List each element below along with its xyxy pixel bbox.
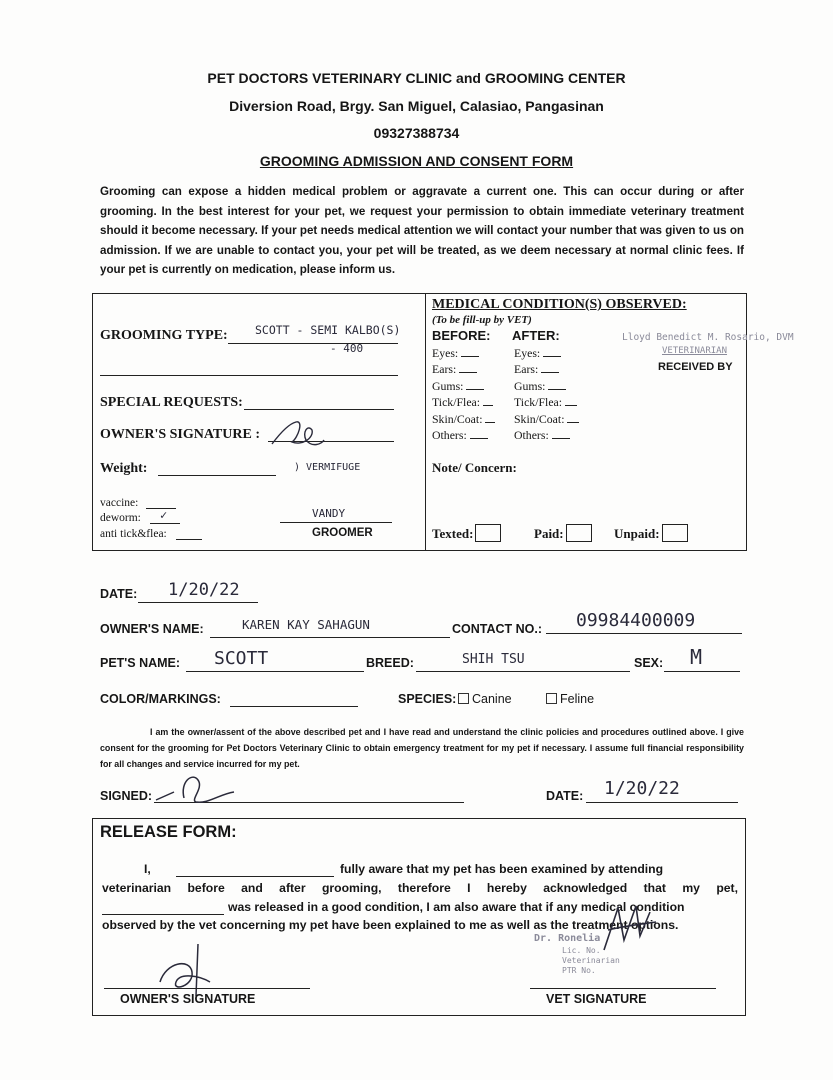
after-eyes: Eyes: xyxy=(514,345,579,361)
paid-checkbox[interactable]: Paid: xyxy=(534,524,592,542)
pet-name-label: PET'S NAME: xyxy=(100,656,181,670)
release-line1-start: I, xyxy=(144,862,151,876)
release-stamp-lines: Lic. No. Veterinarian PTR No. xyxy=(562,946,620,975)
vet-stamp-name: Lloyd Benedict M. Rosario, DVM xyxy=(622,332,794,343)
vet-stamp-title: VETERINARIAN xyxy=(662,346,728,356)
signed-scribble xyxy=(150,770,250,810)
before-items xyxy=(432,345,495,443)
after-tick: Tick/Flea: xyxy=(514,394,579,410)
sex-label: SEX: xyxy=(634,656,664,670)
groomer-label: GROOMER xyxy=(312,527,373,539)
special-requests-line[interactable] xyxy=(244,409,394,410)
note-concern-label: Note/ Concern: xyxy=(432,460,517,475)
after-ears: Ears: xyxy=(514,361,579,377)
consent-date-line xyxy=(586,802,738,803)
after-others: Others: xyxy=(514,427,579,443)
before-others: Others: xyxy=(432,427,495,443)
deworm-line[interactable] xyxy=(150,523,180,524)
date-label: DATE: xyxy=(100,587,138,601)
texted-checkbox[interactable]: Texted: xyxy=(432,524,501,542)
release-vet-signature-label: VET SIGNATURE xyxy=(546,992,647,1006)
date-line xyxy=(138,602,258,603)
owner-name-label: OWNER'S NAME: xyxy=(100,622,204,636)
vaccine-label: vaccine: xyxy=(100,497,139,509)
color-markings-line[interactable] xyxy=(230,706,358,707)
after-label: AFTER: xyxy=(512,328,560,343)
release-line4: observed by the vet concerning my pet have been explained to me as well as the treatment options. xyxy=(102,918,679,932)
consent-text: I am the owner/assent of the above described pet and I have read and understand the clinic policies and procedures outlined above. I give consent for the grooming for Pet Doctors Veterinary Clinic to obtain emergency treatment for my pet if necessary. I assume full financial responsibility for all changes and service incurred for my pet. xyxy=(100,727,744,769)
species-feline[interactable]: Feline xyxy=(546,692,594,706)
grooming-type-label: GROOMING TYPE: xyxy=(100,328,228,343)
before-skin: Skin/Coat: xyxy=(432,411,495,427)
sex-value[interactable]: M xyxy=(690,645,703,669)
before-eyes: Eyes: xyxy=(432,345,495,361)
owner-name-value[interactable]: KAREN KAY SAHAGUN xyxy=(242,617,370,632)
breed-label: BREED: xyxy=(366,656,414,670)
vet-signature-scribble xyxy=(598,900,662,960)
contact-line xyxy=(546,633,742,634)
breed-line xyxy=(416,671,630,672)
pet-name-line xyxy=(186,671,364,672)
form-title: GROOMING ADMISSION AND CONSENT FORM xyxy=(259,153,574,169)
grooming-type-value[interactable]: SCOTT - SEMI KALBO(S) xyxy=(255,323,401,337)
color-markings-label: COLOR/MARKINGS: xyxy=(100,692,221,706)
after-skin: Skin/Coat: xyxy=(514,411,579,427)
intro-paragraph: Grooming can expose a hidden medical problem or aggravate a current one. This can occur during or after grooming. In the best interest for your pet, we request your permission to obtain immediate veterinary treatment should it become necessary. If your pet needs medical attention we will contact your number that was given to us on admission. If we are unable to contact you, your pet will be treated, as we deem necessary at normal clinic fees. If your pet is currently on medication, please inform us. xyxy=(100,185,744,277)
release-pet-line[interactable] xyxy=(102,914,224,915)
release-owner-signature-label: OWNER'S SIGNATURE xyxy=(120,992,256,1006)
after-gums: Gums: xyxy=(514,378,579,394)
contact-label: CONTACT NO.: xyxy=(452,622,543,636)
canine-checkbox-icon[interactable] xyxy=(458,693,469,704)
anti-tick-label: anti tick&flea: xyxy=(100,528,167,540)
sex-line xyxy=(664,671,740,672)
feline-checkbox-icon[interactable] xyxy=(546,693,557,704)
contact-value[interactable]: 09984400009 xyxy=(576,610,696,631)
special-requests-label: SPECIAL REQUESTS: xyxy=(100,395,243,410)
owner-signature-scribble xyxy=(268,416,328,452)
grooming-type-line xyxy=(228,343,398,344)
consent-date-value[interactable]: 1/20/22 xyxy=(604,778,680,799)
groomer-name[interactable]: VANDY xyxy=(312,507,346,520)
after-items xyxy=(514,345,579,443)
release-line2: veterinarian before and after grooming, therefore I hereby acknowledged that my pet, xyxy=(102,881,738,895)
medical-subtitle: (To be fill-up by VET) xyxy=(432,314,532,326)
release-title: RELEASE FORM: xyxy=(100,823,237,841)
deworm-label: deworm: xyxy=(100,512,141,524)
anti-tick-line[interactable] xyxy=(176,539,202,540)
grooming-type-extra-line xyxy=(100,375,398,376)
breed-value[interactable]: SHIH TSU xyxy=(462,652,525,667)
weight-line[interactable] xyxy=(158,475,276,476)
pet-name-value[interactable]: SCOTT xyxy=(214,648,269,669)
release-owner-signature-line[interactable] xyxy=(104,988,310,989)
species-canine[interactable]: Canine xyxy=(458,692,512,706)
unpaid-checkbox[interactable]: Unpaid: xyxy=(614,524,688,542)
release-line1-end: fully aware that my pet has been examined by attending xyxy=(340,862,664,876)
medical-title: MEDICAL CONDITION(S) OBSERVED: xyxy=(432,297,687,312)
owner-signature-label: OWNER'S SIGNATURE : xyxy=(100,427,260,442)
release-name-line[interactable] xyxy=(176,876,334,877)
signed-label: SIGNED: xyxy=(100,789,153,803)
clinic-name: PET DOCTORS VETERINARY CLINIC and GROOMING CENTER xyxy=(207,70,626,86)
weight-note[interactable]: ) VERMIFUGE xyxy=(294,462,361,473)
owner-name-line xyxy=(210,637,450,638)
before-ears: Ears: xyxy=(432,361,495,377)
before-tick: Tick/Flea: xyxy=(432,394,495,410)
consent-date-label: DATE: xyxy=(546,789,584,803)
weight-label: Weight: xyxy=(100,461,148,476)
release-line3-end: was released in a good condition, I am also aware that if any medical condition xyxy=(228,900,685,914)
groomer-line xyxy=(280,522,392,523)
clinic-phone: 09327388734 xyxy=(373,125,460,141)
release-stamp-name: Dr. Ronelia xyxy=(534,933,601,944)
species-label: SPECIES: xyxy=(398,692,457,706)
clinic-address: Diversion Road, Brgy. San Miguel, Calasiao, Pangasinan xyxy=(229,98,604,114)
received-by: RECEIVED BY xyxy=(658,361,733,373)
grooming-type-value-2[interactable]: - 400 xyxy=(330,342,364,355)
date-value[interactable]: 1/20/22 xyxy=(168,580,240,600)
before-label: BEFORE: xyxy=(432,328,491,343)
before-gums: Gums: xyxy=(432,378,495,394)
deworm-mark: ✓ xyxy=(160,508,168,522)
release-vet-signature-line[interactable] xyxy=(530,988,716,989)
